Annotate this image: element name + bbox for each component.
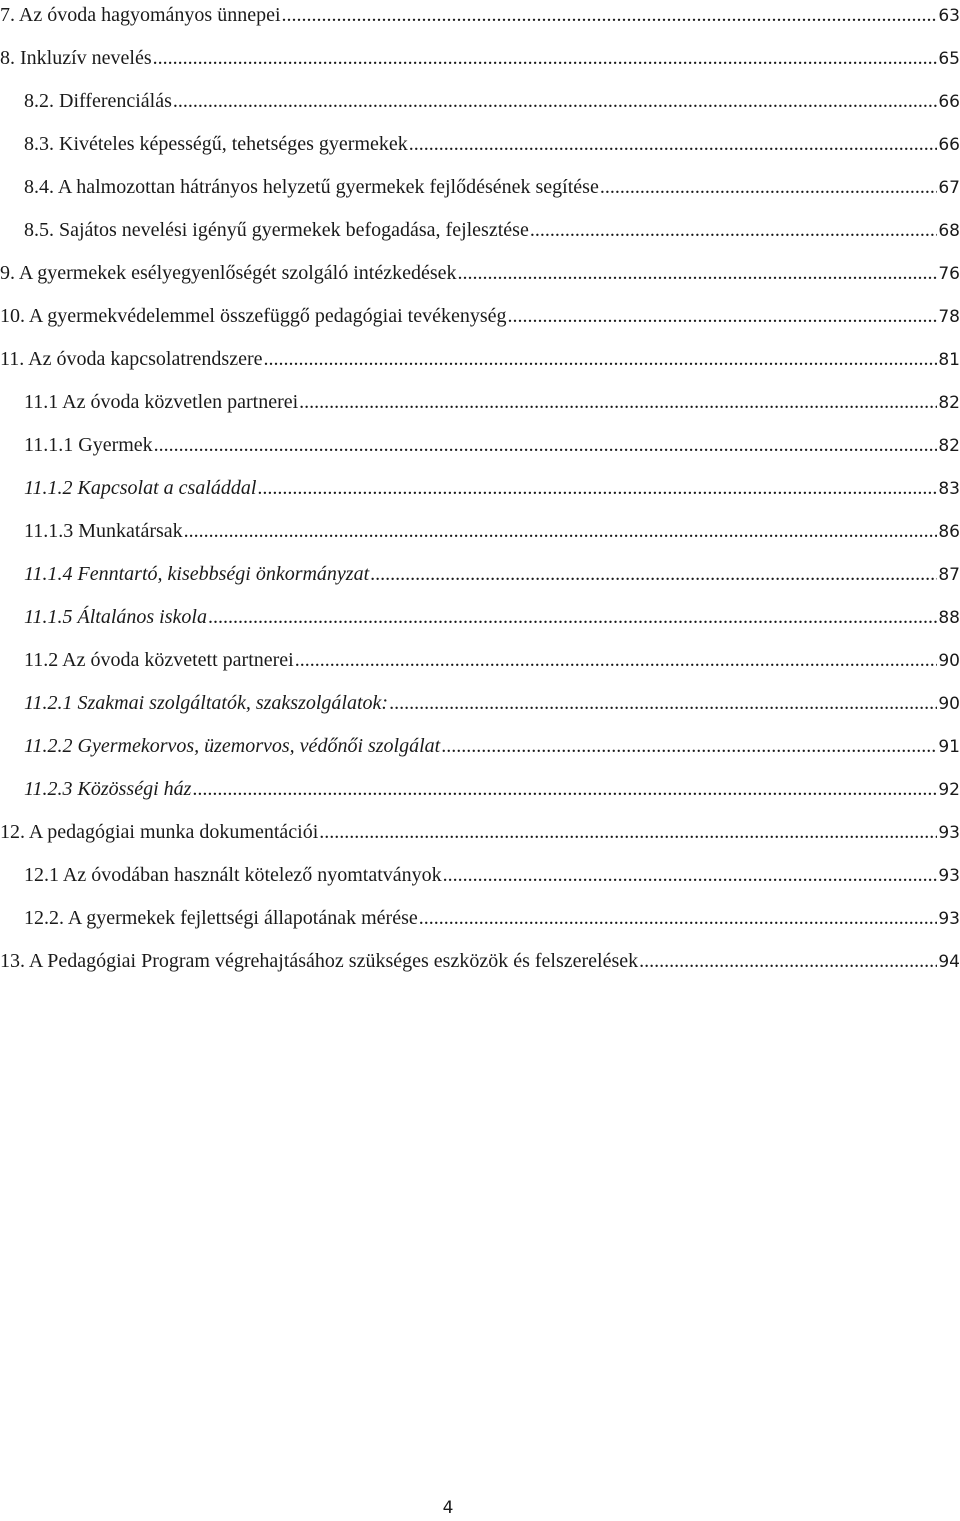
- toc-entry[interactable]: [24, 559, 960, 589]
- toc-entry-title: 11.1.5 Általános iskola: [24, 606, 207, 628]
- toc-entry-title: 12.2. A gyermekek fejlettségi állapotának mérése: [24, 907, 418, 929]
- toc-entry[interactable]: [24, 516, 960, 546]
- toc-entry[interactable]: [0, 344, 960, 374]
- toc-entry-title: 11. Az óvoda kapcsolatrendszere: [0, 348, 263, 370]
- toc-entry[interactable]: [24, 688, 960, 718]
- toc-entry-page: 76: [938, 264, 960, 284]
- toc-dot-leader: [443, 860, 938, 890]
- toc-dot-leader: [153, 43, 938, 73]
- toc-entry-title: 7. Az óvoda hagyományos ünnepei: [0, 4, 281, 26]
- toc-dot-leader: [184, 516, 938, 546]
- toc-entry-title: 8.5. Sajátos nevelési igényű gyermekek befogadása, fejlesztése: [24, 219, 529, 241]
- toc-entry[interactable]: [0, 946, 960, 976]
- toc-entry-page: 93: [938, 909, 960, 929]
- toc-entry-title: 11.1.3 Munkatársak: [24, 520, 183, 542]
- toc-entry-page: 81: [938, 350, 960, 370]
- toc-entry-page: 88: [938, 608, 960, 628]
- toc-entry[interactable]: [0, 43, 960, 73]
- toc-entry-title: 11.2.1 Szakmai szolgáltatók, szakszolgálatok:: [24, 692, 389, 714]
- toc-dot-leader: [282, 0, 938, 30]
- toc-dot-leader: [508, 301, 938, 331]
- toc-entry-page: 90: [938, 694, 960, 714]
- toc-entry-title: 8.4. A halmozottan hátrányos helyzetű gyermekek fejlődésének segítése: [24, 176, 599, 198]
- toc-entry-page: 93: [938, 866, 960, 886]
- toc-entry-title: 8.3. Kivételes képességű, tehetséges gyermekek: [24, 133, 408, 155]
- toc-entry[interactable]: [0, 817, 960, 847]
- toc-entry[interactable]: [0, 301, 960, 331]
- toc-entry-title: 12.1 Az óvodában használt kötelező nyomtatványok: [24, 864, 442, 886]
- toc-dot-leader: [370, 559, 937, 589]
- toc-dot-leader: [154, 430, 938, 460]
- toc-entry[interactable]: [24, 602, 960, 632]
- toc-entry[interactable]: [24, 774, 960, 804]
- toc-entry[interactable]: [24, 473, 960, 503]
- toc-entry[interactable]: [24, 129, 960, 159]
- toc-entry-title: 13. A Pedagógiai Program végrehajtásához szükséges eszközök és felszerelések: [0, 950, 639, 972]
- toc-entry-title: 8. Inkluzív nevelés: [0, 47, 152, 69]
- toc-entry-page: 66: [938, 92, 960, 112]
- toc-entry-page: 94: [938, 952, 960, 972]
- toc-entry-title: 9. A gyermekek esélyegyenlőségét szolgáló intézkedések: [0, 262, 457, 284]
- toc-entry-page: 82: [938, 436, 960, 456]
- toc-entry-page: 91: [938, 737, 960, 757]
- toc-dot-leader: [389, 688, 937, 718]
- toc-entry-title: 11.2.2 Gyermekorvos, üzemorvos, védőnői szolgálat: [24, 735, 441, 757]
- toc-entry[interactable]: [0, 0, 960, 30]
- toc-entry-page: 65: [938, 49, 960, 69]
- toc-dot-leader: [458, 258, 938, 288]
- toc-entry-title: 11.2 Az óvoda közvetett partnerei: [24, 649, 294, 671]
- toc-entry[interactable]: [24, 387, 960, 417]
- toc-entry-title: 11.2.3 Közösségi ház: [24, 778, 192, 800]
- toc-dot-leader: [299, 387, 937, 417]
- toc-entry[interactable]: [24, 172, 960, 202]
- toc-entry-title: 11.1 Az óvoda közvetlen partnerei: [24, 391, 299, 413]
- toc-entry-title: 10. A gyermekvédelemmel összefüggő pedagógiai tevékenység: [0, 305, 507, 327]
- toc-dot-leader: [530, 215, 938, 245]
- page-number: 4: [442, 1498, 454, 1518]
- toc-entry[interactable]: [24, 903, 960, 933]
- toc-entry[interactable]: [24, 645, 960, 675]
- toc-entry-page: 63: [938, 6, 960, 26]
- toc-dot-leader: [441, 731, 937, 761]
- toc-entry-page: 67: [938, 178, 960, 198]
- toc-dot-leader: [409, 129, 938, 159]
- toc-entry-page: 86: [938, 522, 960, 542]
- toc-dot-leader: [264, 344, 938, 374]
- toc-entry-page: 87: [938, 565, 960, 585]
- toc-entry[interactable]: [24, 86, 960, 116]
- toc-entry-page: 90: [938, 651, 960, 671]
- toc-entry-title: 8.2. Differenciálás: [24, 90, 172, 112]
- toc-dot-leader: [319, 817, 937, 847]
- toc-dot-leader: [639, 946, 937, 976]
- toc-dot-leader: [295, 645, 938, 675]
- toc-dot-leader: [600, 172, 938, 202]
- toc-entry[interactable]: [0, 258, 960, 288]
- toc-entry-title: 12. A pedagógiai munka dokumentációi: [0, 821, 319, 843]
- toc-entry[interactable]: [24, 731, 960, 761]
- toc-entry-page: 92: [938, 780, 960, 800]
- toc-entry-title: 11.1.1 Gyermek: [24, 434, 153, 456]
- toc-entry-page: 83: [938, 479, 960, 499]
- toc-entry[interactable]: [24, 860, 960, 890]
- toc-entry-title: 11.1.2 Kapcsolat a családdal: [24, 477, 257, 499]
- toc-dot-leader: [192, 774, 937, 804]
- toc-dot-leader: [257, 473, 937, 503]
- toc-entry-page: 68: [938, 221, 960, 241]
- toc-entry-page: 82: [938, 393, 960, 413]
- toc-dot-leader: [173, 86, 937, 116]
- toc-entry-page: 66: [938, 135, 960, 155]
- toc-entry-page: 93: [938, 823, 960, 843]
- toc-dot-leader: [419, 903, 938, 933]
- toc-entry-title: 11.1.4 Fenntartó, kisebbségi önkormányzat: [24, 563, 370, 585]
- toc-entry-page: 78: [938, 307, 960, 327]
- toc-dot-leader: [208, 602, 937, 632]
- toc-entry[interactable]: [24, 215, 960, 245]
- toc-entry[interactable]: [24, 430, 960, 460]
